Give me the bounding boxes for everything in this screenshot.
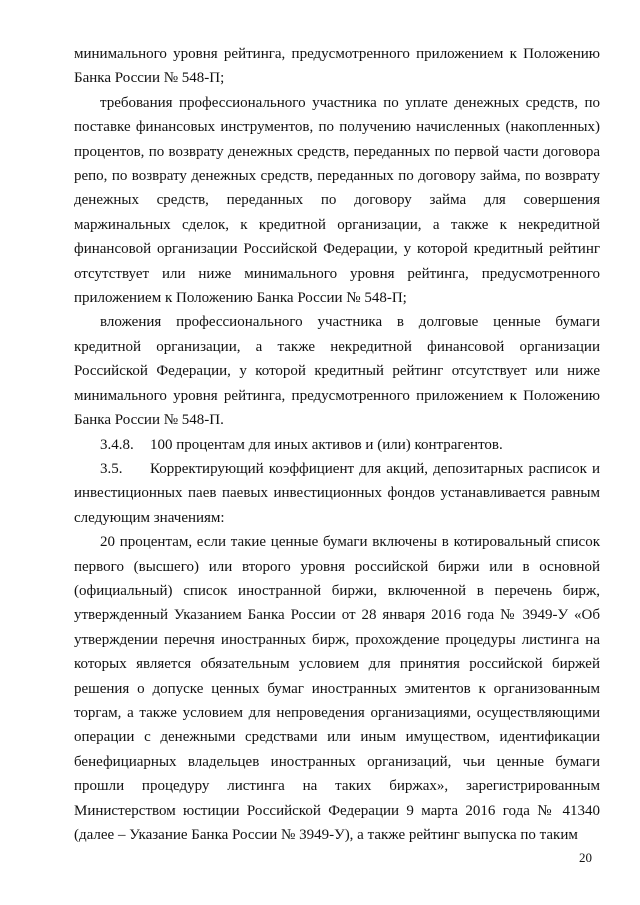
clause-number: 3.4.8. (100, 436, 134, 453)
clause-text: Корректирующий коэффициент для акций, депозитарных расписок и инвестиционных паев паевых инвестиционных фондов устанавливается равным следующим значениям: (74, 460, 600, 526)
paragraph-investments: вложения профессионального участника в долговые ценные бумаги кредитной организации, а также некредитной финансовой организации Российской Федерации, у которой кредитный рейтинг отсутствует или ниже минимального уровня рейтинга, предусмотренного приложением к Положению Банка России № 548-П. (74, 314, 600, 429)
paragraph-requirements: требования профессионального участника по уплате денежных средств, по поставке финансовых инструментов, по получению начисленных (накопленных) процентов, по возврату денежных средств, переданных по первой части договора репо, по возврату денежных средств, переданных по договору займа, по возврату денежных средств, переданных по договору займа для совершения маржинальных сделок, к кредитной организации, а также к некредитной финансовой организации Российской Федерации, у которой кредитный рейтинг отсутствует или ниже минимального уровня рейтинга, предусмотренного приложением к Положению Банка России № 548-П; (74, 94, 600, 307)
document-body (74, 42, 600, 847)
clause-text: 100 процентам для иных активов и (или) контрагентов. (150, 436, 503, 453)
clause-3-5 (74, 457, 600, 530)
clause-number: 3.5. (100, 460, 123, 477)
clause-3-4-8 (74, 433, 600, 457)
page-number: 20 (579, 850, 592, 865)
paragraph-20-percent: 20 процентам, если такие ценные бумаги включены в котировальный список первого (высшего) или второго уровня российской биржи или в основной (официальный) список иностранной биржи, включенной в перечень бирж, утвержденный Указанием Банка России от 28 января 2016 года № 3949-У «Об утверждении перечня иностранных бирж, прохождение процедуры листинга на которых является обязательным условием для принятия российской биржей решения о допуске ценных бумаг иностранных эмитентов к организованным торгам, а также условием для непроведения организациями, осуществляющими операции с денежными средствами или иным имуществом, идентификации бенефициарных владельцев иностранных организаций, чьи ценные бумаги прошли процедуру листинга на таких биржах», зарегистрированным Министерством юстиции Российской Федерации 9 марта 2016 года № 41340 (далее – Указание Банка России № 3949-У), а также рейтинг выпуска по таким (74, 534, 600, 843)
paragraph-continuation: минимального уровня рейтинга, предусмотренного приложением к Положению Банка России № 548-П; (74, 46, 600, 87)
